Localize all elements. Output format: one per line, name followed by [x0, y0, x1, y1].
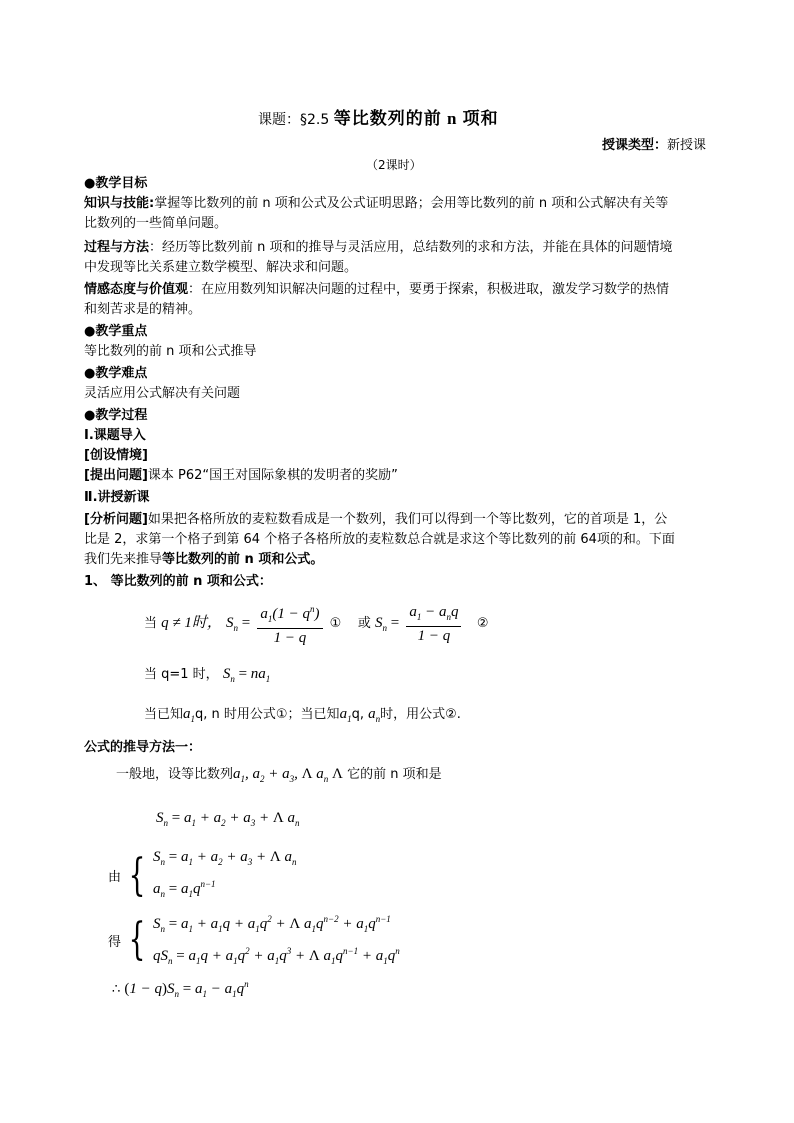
var-a1-b: $a_1$: [339, 706, 352, 724]
create-situation: [创设情境]: [84, 448, 148, 463]
lesson-type-value: 新授课: [666, 138, 706, 153]
item-1-heading: 1、 等比数列的前 n 项和公式：: [84, 574, 272, 589]
q-condition: q ≠ 1时，: [161, 615, 222, 631]
derivation-intro-2: 它的前 n 项和是: [347, 767, 442, 782]
result-line: [112, 974, 249, 1004]
known-end: 时，用公式②.: [380, 707, 461, 722]
analysis-line-1: [84, 510, 667, 530]
left-brace-1: {: [128, 849, 146, 901]
known-usage-line: [144, 704, 461, 729]
system-1: [108, 846, 297, 905]
sn-lhs-1: $S_n$ =: [226, 615, 251, 633]
system-2-lines: $S_n = a_1 + a_1q + a_1q^2 + \Lambda$ $a_1q^{n-2} + a_1q^{n-1}$ $qS_n = a_1q + a_1q^2 + a_1q^3 + \Lambda$ $a_1q^{n-1} + a_1q^n$: [153, 914, 400, 966]
difficulty-text: 灵活应用公式解决有关问题: [84, 386, 241, 401]
emotion-text-2: 和刻苦求是的精神。: [84, 302, 202, 317]
known-vars-2: q,: [351, 707, 369, 722]
result-expression: $(1 - q)S_n = a_1 - a_1q^n$: [124, 979, 249, 999]
system-2: [108, 908, 400, 972]
known-label-1: 当已知: [144, 707, 184, 722]
analysis-text-2: 比是 2，求第一个格子到第 64 个格子各格所放的麦粒数总合就是求这个等比数列的前 64项的和。下面: [84, 532, 675, 547]
title-main: 等比数列的前 n 项和: [333, 109, 499, 128]
var-a1: $a_1$: [183, 706, 196, 724]
formula-marker-1: ①: [329, 616, 342, 631]
de-label: 得: [108, 934, 122, 950]
emotion-text-1: ：在应用数列知识解决问题的过程中，要勇于探索，积极进取，激发学习数学的热情: [188, 282, 670, 297]
sn-na1: $S_n = na_1$: [222, 666, 271, 684]
lesson-title: [258, 104, 499, 129]
derivation-intro-1: 一般地，设等比数列: [116, 767, 234, 782]
raise-question: [84, 466, 398, 486]
analysis-text-3a: 我们先来推导: [84, 552, 163, 567]
key-text: 等比数列的前 n 项和公式推导: [84, 344, 257, 359]
difficulty-heading: ●教学难点: [84, 366, 148, 381]
you-label: 由: [108, 870, 122, 885]
process-text-1: ：经历等比数列前 n 项和的推导与灵活应用，总结数列的求和方法，并能在具体的问题情境: [149, 240, 673, 255]
procedure-heading: ●教学过程: [84, 408, 148, 423]
lesson-type-label: 授课类型：: [601, 138, 667, 153]
sequence-expression: $a_1$, $a_2 + a_3$, Λ $a_n$ Λ: [233, 766, 343, 784]
when-q1-label: 当 q=1 时，: [144, 667, 219, 682]
sn-sum-expression: $S_n = a_1 + a_2 + a_3 + \Lambda$ $a_n$: [156, 810, 300, 828]
lesson-hours: （2课时）: [366, 158, 422, 172]
title-prefix: 课题：§2.5: [258, 112, 330, 128]
raise-question-text: 课本 P62“国王对国际象棋的发明者的奖励”: [147, 468, 398, 483]
lesson-type: [602, 134, 706, 153]
emotion-line-1: [84, 280, 669, 300]
q-equals-1-line: [144, 664, 270, 689]
system-1-lines: $S_n = a_1 + a_2 + a_3 + \Lambda$ $a_n$ $a_n = a_1q^{n-1}$: [153, 849, 297, 899]
sum-fraction-1: $\frac{a_1(1 - q^n)}{1 - q}$: [257, 600, 322, 647]
key-heading: ●教学重点: [84, 324, 148, 339]
sn-lhs-2: $S_n$ =: [375, 615, 400, 633]
knowledge-text-2: 比数列的一些简单问题。: [84, 216, 228, 231]
formula-marker-2: ②: [476, 616, 489, 631]
analysis-text-1: 如果把各格所放的麦粒数看成是一个数列，我们可以得到一个等比数列，它的首项是 1，公: [147, 512, 668, 527]
therefore-symbol: ∴: [112, 982, 121, 997]
derivation-intro: [116, 764, 442, 789]
known-vars-1: q, n 时用公式①；当已知: [195, 707, 340, 722]
process-text-2: 中发现等比关系建立数学模型、解决求和问题。: [84, 260, 358, 275]
section-1-heading: Ⅰ.课题导入: [84, 428, 146, 443]
var-an: $a_n$: [368, 706, 381, 724]
goals-heading: ●教学目标: [84, 176, 148, 191]
knowledge-label: 知识与技能:: [84, 196, 155, 211]
raise-question-label: [提出问题]: [84, 468, 148, 483]
knowledge-text-1: 掌握等比数列的前 n 项和公式及公式证明思路；会用等比数列的前 n 项和公式解决有关等: [154, 196, 669, 211]
or-label: 或: [357, 616, 371, 631]
process-line-1: [84, 238, 673, 258]
sum-formula-line: [144, 600, 489, 648]
when-label: 当: [144, 616, 158, 631]
section-2-heading: Ⅱ.讲授新课: [84, 490, 150, 505]
analysis-text-3b: 等比数列的前 n 项和公式。: [162, 552, 324, 567]
left-brace-2: {: [128, 914, 146, 965]
process-label: 过程与方法: [84, 240, 150, 255]
analysis-line-3: [84, 550, 323, 570]
derivation-heading: 公式的推导方法一：: [84, 740, 202, 755]
emotion-label: 情感态度与价值观: [84, 282, 189, 297]
knowledge-line-1: [84, 194, 668, 214]
analysis-label: [分析问题]: [84, 512, 148, 527]
sum-fraction-2: $\frac{a_1 - a_nq}{1 - q}$: [406, 603, 461, 645]
